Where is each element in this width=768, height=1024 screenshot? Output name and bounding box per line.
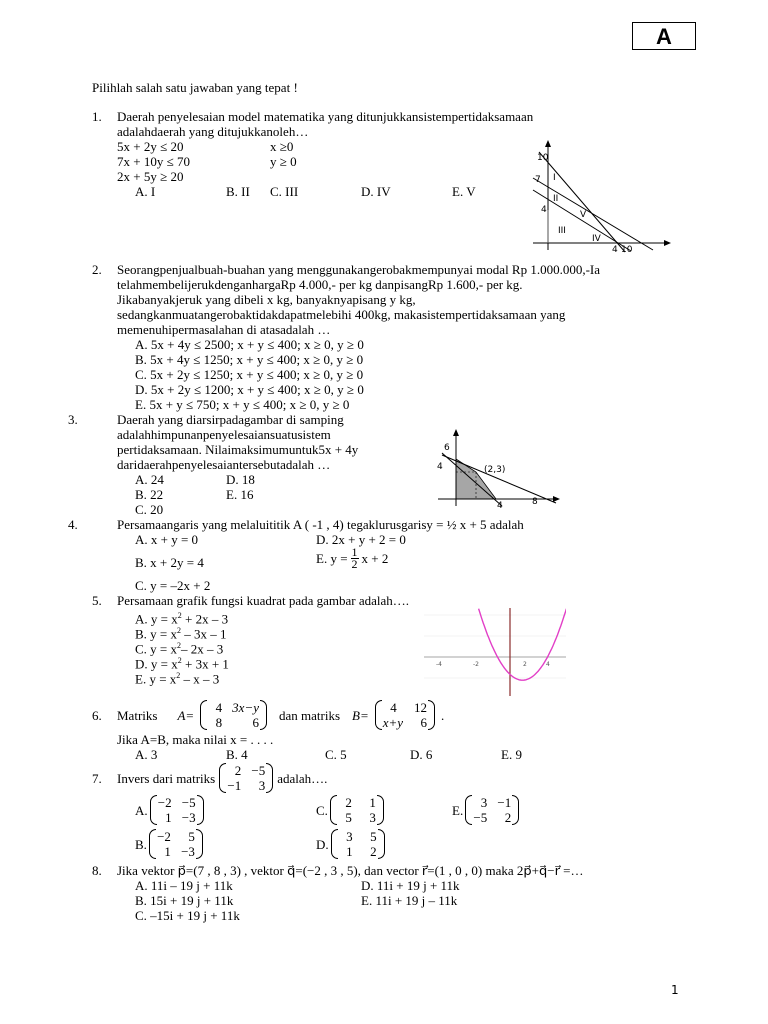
q7-stem-text: adalah….	[277, 770, 328, 786]
q1-option[interactable]: B. II	[226, 184, 250, 199]
q4-option-e-suffix: x + 2	[361, 551, 389, 566]
q5-tick-label: -4	[436, 661, 442, 668]
q1-graph-label: 4	[612, 245, 618, 255]
q8-option[interactable]: E. 11i + 19 j – 11k	[361, 893, 458, 908]
q1-option[interactable]: A. I	[135, 184, 156, 199]
matrix-cell: 5	[188, 829, 195, 844]
q1-constraint: y ≥ 0	[270, 154, 297, 169]
q3-graph	[432, 428, 564, 508]
q3-y-axis-arrow	[453, 429, 459, 436]
q1-graph-label: 7	[535, 175, 541, 185]
q6-option[interactable]: A. 3	[135, 747, 158, 762]
q5-exponent: 2	[176, 671, 181, 680]
q1-x-axis-arrow	[664, 240, 671, 246]
q1-option[interactable]: C. III	[270, 184, 299, 199]
q4-option[interactable]: B. x + 2y = 4	[135, 555, 204, 570]
q7-option-a[interactable]	[135, 795, 204, 825]
q4-option[interactable]: D. 2x + y + 2 = 0	[316, 532, 406, 547]
q2-option[interactable]: E. 5x + y ≤ 750; x + y ≤ 400; x ≥ 0, y ≥ 0	[135, 397, 350, 412]
q6-option[interactable]: E. 9	[501, 747, 522, 762]
matrix-cell: 3	[258, 778, 266, 793]
q6-question: Jika A=B, maka nilai x = . . . .	[117, 732, 274, 747]
q1-graph-label: 10	[621, 245, 633, 255]
q5-graph	[424, 608, 566, 696]
q3-stem-line: adalahhimpunanpenyelesaiansuatusistem	[117, 427, 331, 442]
q1-stem-line1: Daerah penyelesaian model matematika yang ditunjukkansistempertidaksamaan	[117, 109, 534, 124]
q7-option-matrix	[150, 795, 204, 825]
q5-number: 5.	[92, 593, 102, 608]
q1-graph	[515, 140, 673, 255]
matrix-cell: 3x−y	[232, 700, 259, 715]
q5-tick-label: 2	[523, 661, 527, 668]
q7-option-b[interactable]	[135, 829, 203, 859]
q7-option-label: B.	[135, 836, 147, 852]
q3-stem-line: daridaerahpenyelesaiantersebutadalah …	[117, 457, 331, 472]
matrix-cell: −5	[251, 763, 266, 778]
q3-option[interactable]: B. 22	[135, 487, 164, 502]
matrix-cell: 2	[234, 763, 242, 778]
q1-region-label: I	[553, 173, 556, 183]
q7-number: 7.	[92, 771, 102, 786]
q2-option[interactable]: A. 5x + 4y ≤ 2500; x + y ≤ 400; x ≥ 0, y ≥ 0	[135, 337, 364, 352]
q2-stem-line: Seorangpenjualbuah-buahan yang menggunakangerobakmempunyai modal Rp 1.000.000,-Ia	[117, 262, 601, 277]
matrix-cell: x+y	[382, 715, 404, 730]
q8-stem: Jika vektor p⃗=(7 , 8 , 3) , vektor q⃗=(−2 , 3 , 5), dan vector r⃗=(1 , 0 , 0) maka 2p⃗+q⃗−r⃗ =…	[117, 863, 584, 878]
q4-number: 4.	[68, 517, 78, 532]
matrix-cell: −2	[157, 829, 171, 844]
q1-number: 1.	[92, 109, 102, 124]
q4-option-e-prefix: E. y =	[316, 551, 348, 566]
q2-stem-line: telahmembelijerukdenganhargaRp 4.000,- per kg danpisangRp 1.600,- per kg.	[117, 277, 523, 292]
q5-option-text: – 2x – 3	[181, 641, 224, 657]
matrix-cell: 3	[369, 810, 376, 825]
matrix-cell: 1	[346, 844, 353, 859]
q5-option-text: B. y = x	[135, 626, 178, 642]
q4-option[interactable]: C. y = –2x + 2	[135, 578, 211, 593]
matrix-cell: 2	[370, 844, 377, 859]
q5-exponent: 2	[177, 656, 182, 665]
q6-matrix-a-name: A=	[177, 707, 195, 723]
q3-stem-line: Daerah yang diarsirpadagambar di samping	[117, 412, 344, 427]
q4-stem: Persamaangaris yang melaluititik A ( -1 , 4) tegaklurusgarisy = ½ x + 5 adalah	[117, 517, 524, 532]
matrix-cell: 1	[165, 810, 172, 825]
q7-option-label: C.	[316, 802, 328, 818]
matrix-cell: −3	[181, 810, 196, 825]
q2-stem-line: Jikabanyakjeruk yang dibeli x kg, banyaknyapisang y kg,	[117, 292, 416, 307]
q3-option[interactable]: C. 20	[135, 502, 164, 517]
q1-region-label: III	[558, 226, 566, 236]
q6-matrix-b-name: B=	[352, 707, 369, 723]
matrix-cell: 3	[346, 829, 353, 844]
matrix-cell: −2	[157, 795, 172, 810]
q2-stem-line: memenuhipermasalahan di atasadalah …	[117, 322, 331, 337]
q2-option[interactable]: D. 5x + 2y ≤ 1200; x + y ≤ 400; x ≥ 0, y ≥ 0	[135, 382, 364, 397]
matrix-cell: 2	[504, 810, 512, 825]
q1-graph-label: 4	[541, 205, 547, 215]
q5-exponent: 2	[177, 626, 182, 635]
q1-constraint: x ≥0	[270, 139, 294, 154]
q5-option-text: – x – 3	[180, 671, 220, 687]
q5-option[interactable]	[135, 668, 219, 686]
instruction: Pilihlah salah satu jawaban yang tepat !	[92, 80, 298, 95]
q1-constraint: 7x + 10y ≤ 70	[117, 154, 190, 169]
q4-fraction	[351, 547, 359, 570]
q6-stem	[117, 699, 444, 731]
matrix-cell: 6	[420, 715, 428, 730]
q4-option[interactable]: A. x + y = 0	[135, 532, 199, 547]
q5-option-text: + 2x – 3	[181, 611, 229, 627]
q6-option[interactable]: C. 5	[325, 747, 347, 762]
matrix-cell: 12	[414, 700, 428, 715]
q1-y-axis-arrow	[545, 140, 551, 147]
q3-option[interactable]: A. 24	[135, 472, 164, 487]
page-number: 1	[671, 983, 679, 997]
matrix-cell: 6	[252, 715, 259, 730]
q5-tick-label: 4	[546, 661, 550, 668]
q5-exponent: 2	[177, 611, 182, 620]
q8-number: 8.	[92, 863, 102, 878]
q7-option-e[interactable]	[452, 795, 519, 825]
q1-graph-label: 10	[537, 153, 549, 163]
q3-x-axis-arrow	[553, 496, 560, 502]
q7-stem	[117, 762, 327, 794]
q1-region-label: V	[580, 210, 587, 220]
matrix-cell: 2	[345, 795, 352, 810]
matrix-cell: −5	[181, 795, 196, 810]
matrix-cell: 4	[215, 700, 223, 715]
matrix-cell: −5	[473, 810, 488, 825]
q6-option[interactable]: B. 4	[226, 747, 248, 762]
matrix-cell: −1	[497, 795, 512, 810]
q5-stem: Persamaan grafik fungsi kuadrat pada gambar adalah….	[117, 593, 410, 608]
q6-number: 6.	[92, 708, 102, 723]
q1-constraint: 2x + 5y ≥ 20	[117, 169, 184, 184]
q7-option-matrix	[331, 829, 385, 859]
q3-option[interactable]: E. 16	[226, 487, 254, 502]
q5-option-text: E. y = x	[135, 671, 177, 687]
q5-option-text: D. y = x	[135, 656, 178, 672]
matrix-cell: 8	[215, 715, 223, 730]
q2-option[interactable]: C. 5x + 2y ≤ 1250; x + y ≤ 400; x ≥ 0, y ≥ 0	[135, 367, 364, 382]
q6-stem-text: dan matriks	[278, 707, 340, 723]
q6-matrix-a	[200, 700, 267, 730]
q8-option[interactable]: A. 11i – 19 j + 11k	[135, 878, 233, 893]
q7-stem-text: Invers dari matriks	[117, 770, 216, 786]
q1-region-label: IV	[592, 234, 601, 244]
q6-option[interactable]: D. 6	[410, 747, 433, 762]
q8-option[interactable]: D. 11i + 19 j + 11k	[361, 878, 460, 893]
q3-option[interactable]: D. 18	[226, 472, 255, 487]
q3-number: 3.	[68, 412, 78, 427]
q5-option-text: – 3x – 1	[181, 626, 227, 642]
matrix-cell: 3	[480, 795, 488, 810]
exam-version-box: A	[632, 22, 696, 50]
q5-option-text: + 3x + 1	[181, 656, 229, 672]
q7-option-matrix	[465, 795, 519, 825]
matrix-cell: 5	[370, 829, 377, 844]
q8-option[interactable]: C. –15i + 19 j + 11k	[135, 908, 240, 923]
q1-stem-line2: adalahdaerah yang ditujukkanoleh…	[117, 124, 309, 139]
q4-option-e[interactable]	[316, 547, 388, 570]
q1-option[interactable]: E. V	[452, 184, 476, 199]
q7-option-d[interactable]	[316, 829, 385, 859]
q2-stem-line: sedangkanmuatangerobaktidakdapatmelebihi 400kg, makasistempertidaksamaan yang	[117, 307, 566, 322]
q5-tick-label: -2	[473, 661, 479, 668]
q2-number: 2.	[92, 262, 102, 277]
q8-option[interactable]: B. 15i + 19 j + 11k	[135, 893, 234, 908]
q3-graph-label: 4	[497, 501, 503, 508]
q5-option-text: C. y = x	[135, 641, 178, 657]
matrix-cell: −1	[227, 778, 242, 793]
q1-option[interactable]: D. IV	[361, 184, 391, 199]
q3-graph-label: (2,3)	[484, 465, 506, 475]
q5-option-text: A. y = x	[135, 611, 178, 627]
q7-option-matrix	[330, 795, 384, 825]
q3-graph-label: 6	[444, 443, 450, 453]
matrix-cell: 4	[390, 700, 397, 715]
q3-graph-label: 8	[532, 497, 538, 507]
q3-stem-line: pertidaksamaan. Nilaimaksimumuntuk5x + 4y	[117, 442, 359, 457]
q2-option[interactable]: B. 5x + 4y ≤ 1250; x + y ≤ 400; x ≥ 0, y ≥ 0	[135, 352, 364, 367]
q5-parabola	[479, 609, 566, 681]
matrix-cell: 1	[164, 844, 171, 859]
q6-stem-text: .	[441, 707, 445, 723]
q3-graph-label: 4	[437, 462, 443, 472]
q7-matrix	[219, 763, 273, 793]
q1-constraint: 5x + 2y ≤ 20	[117, 139, 184, 154]
matrix-cell: 5	[345, 810, 352, 825]
q4-fraction-num: 1	[351, 545, 358, 559]
q7-option-label: E.	[452, 802, 464, 818]
matrix-cell: −3	[181, 844, 195, 859]
q6-stem-text: Matriks	[117, 707, 158, 723]
q7-option-label: D.	[316, 836, 329, 852]
q1-region-label: II	[553, 194, 559, 204]
q4-fraction-den: 2	[351, 557, 358, 571]
q7-option-matrix	[149, 829, 203, 859]
q7-option-label: A.	[135, 802, 148, 818]
matrix-cell: 1	[369, 795, 376, 810]
q7-option-c[interactable]	[316, 795, 384, 825]
q5-exponent: 2	[177, 641, 182, 650]
q6-matrix-b	[375, 700, 435, 730]
